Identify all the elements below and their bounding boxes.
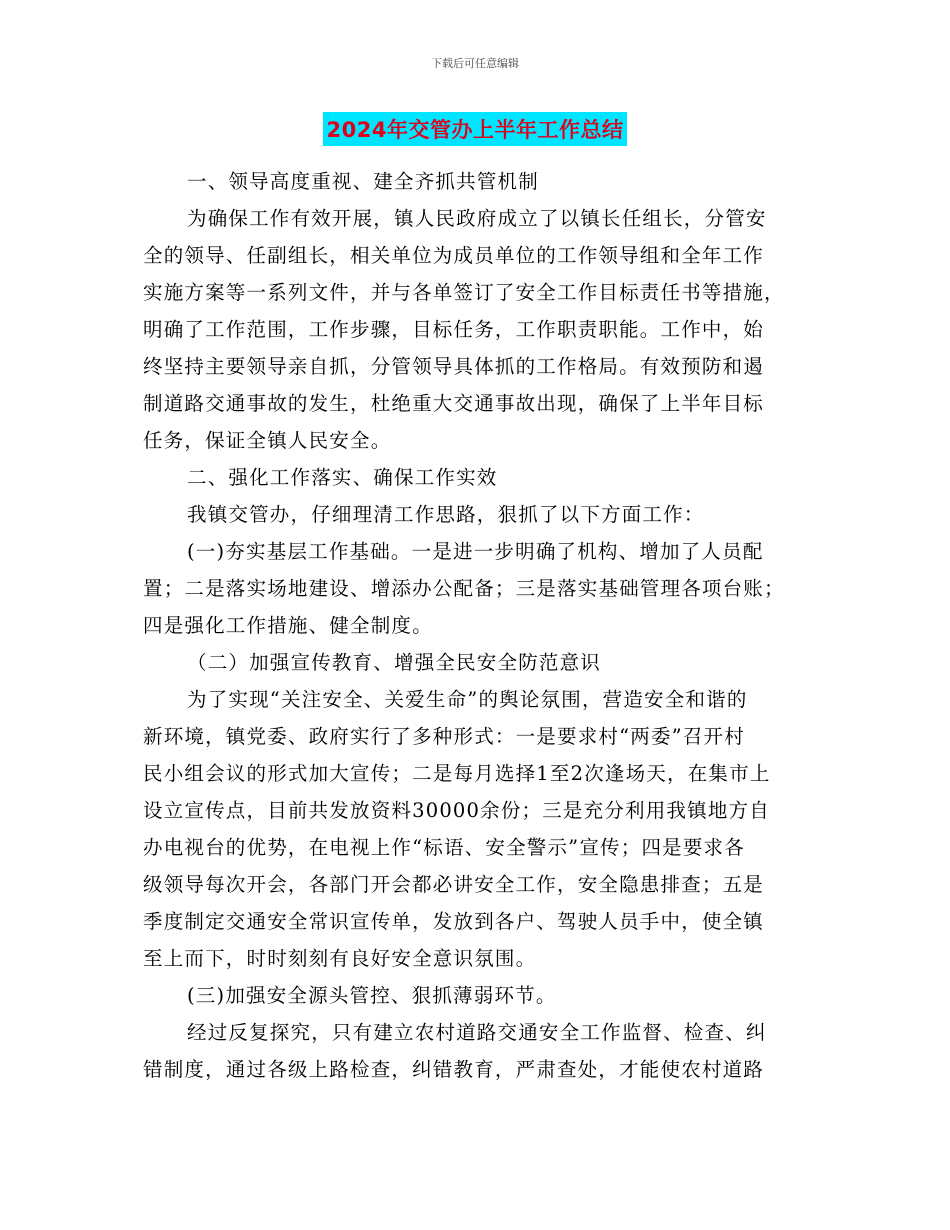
- body-line: (一)夯实基层工作基础。一是进一步明确了机构、增加了人员配: [187, 540, 764, 563]
- body-line: 季度制定交通安全常识宣传单，发放到各户、驾驶人员手中，使全镇: [143, 910, 765, 933]
- body-line: 四是强化工作措施、健全制度。: [143, 614, 433, 637]
- body-line: 实施方案等一系列文件，并与各单签订了安全工作目标责任书等措施，: [143, 281, 785, 304]
- body-line: 任务，保证全镇人民安全。: [143, 429, 392, 452]
- body-line: 二、强化工作落实、确保工作实效: [187, 466, 498, 489]
- body-line: 一、领导高度重视、建全齐抓共管机制: [187, 170, 539, 193]
- body-line: 我镇交管办，仔细理清工作思路，狠抓了以下方面工作：: [187, 503, 705, 526]
- body-line: 全的领导、任副组长，相关单位为成员单位的工作领导组和全年工作: [143, 244, 765, 267]
- body-line: 为确保工作有效开展，镇人民政府成立了以镇长任组长，分管安: [187, 207, 767, 230]
- body-line: 终坚持主要领导亲自抓，分管领导具体抓的工作格局。有效预防和遏: [143, 355, 765, 378]
- body-line: 经过反复探究，只有建立农村道路交通安全工作监督、检查、纠: [187, 1021, 767, 1044]
- body-line: 办电视台的优势，在电视上作“标语、安全警示”宣传；四是要求各: [143, 836, 745, 859]
- body-line: 置；二是落实场地建设、增添办公配备；三是落实基础管理各项台账；: [143, 577, 785, 600]
- body-line: 级领导每次开会，各部门开会都必讲安全工作，安全隐患排查；五是: [143, 873, 765, 896]
- body-line: 明确了工作范围，工作步骤，目标任务，工作职责职能。工作中，始: [143, 318, 765, 341]
- body-line: （二）加强宣传教育、增强全民安全防范意识: [187, 651, 602, 674]
- title-container: [0, 112, 950, 146]
- body-line: 设立宣传点，目前共发放资料30000余份；三是充分利用我镇地方自: [143, 799, 770, 822]
- document-body: [143, 163, 807, 1088]
- body-line: 制道路交通事故的发生，杜绝重大交通事故出现，确保了上半年目标: [143, 392, 765, 415]
- body-line: (三)加强安全源头管控、狠抓薄弱环节。: [187, 984, 557, 1007]
- body-line: 为了实现“关注安全、关爱生命”的舆论氛围，营造安全和谐的: [187, 688, 748, 711]
- body-line: 民小组会议的形式加大宣传；二是每月选择1至2次逢场天，在集市上: [143, 762, 771, 785]
- body-line: 至上而下，时时刻刻有良好安全意识氛围。: [143, 947, 537, 970]
- document-title: 2024年交管办上半年工作总结: [323, 112, 628, 146]
- body-line: 错制度，通过各级上路检查，纠错教育，严肃查处，才能使农村道路: [143, 1058, 765, 1081]
- body-line: 新环境，镇党委、政府实行了多种形式：一是要求村“两委”召开村: [143, 725, 745, 748]
- page-header-note: 下载后可任意编辑: [431, 57, 519, 70]
